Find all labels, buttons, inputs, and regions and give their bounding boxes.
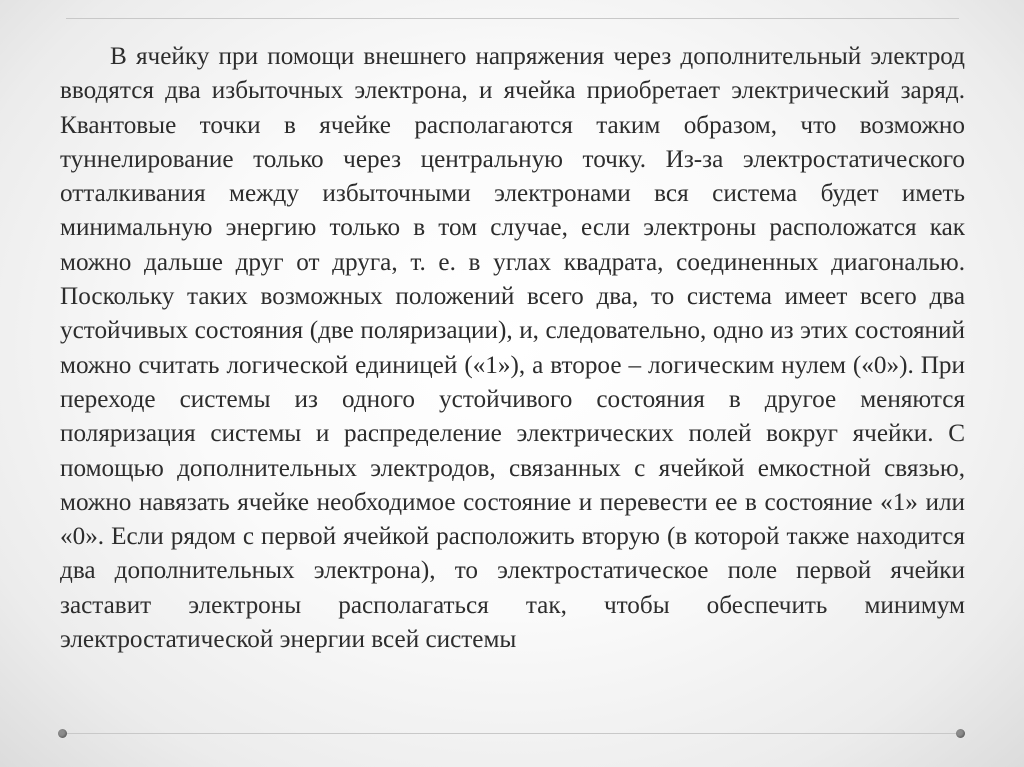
body-paragraph: В ячейку при помощи внешнего напряжения через дополнительный электрод вводятся два избыточных электрона, и ячейка приобретает электрический заряд. Квантовые точки в ячейке располагаются таким образом, что возможно туннелирование только через центральную точку. Из-за электростатического отталкивания между избыточными электронами вся система будет иметь минимальную энергию только в том случае, если электроны расположатся как можно дальше друг от друга, т. е. в углах квадрата, соединенных диагональю. Поскольку таких возможных положений всего два, то система имеет всего два устойчивых состояния (две поляризации), и, следовательно, одно из этих состояний можно считать логической единицей («1»), а второе – логическим нулем («0»). При переходе системы из одного устойчивого состояния в другое меняются поляризация системы и распределение электрических полей вокруг ячейки. С помощью дополнительных электродов, связанных с ячейкой емкостной связью, можно навязать ячейке необходимое состояние и перевести ее в состояние «1» или «0». Если рядом с первой ячейкой расположить вторую (в которой также находится два дополнительных электрона), то электростатическое поле первой ячейки заставит электроны располагаться так, чтобы обеспечить минимум электростатической энергии всей системы: [60, 43, 965, 654]
top-frame-line: [66, 18, 959, 19]
bottom-left-dot-icon: [58, 729, 67, 738]
bottom-frame-line: [66, 733, 959, 734]
bottom-right-dot-icon: [956, 729, 965, 738]
